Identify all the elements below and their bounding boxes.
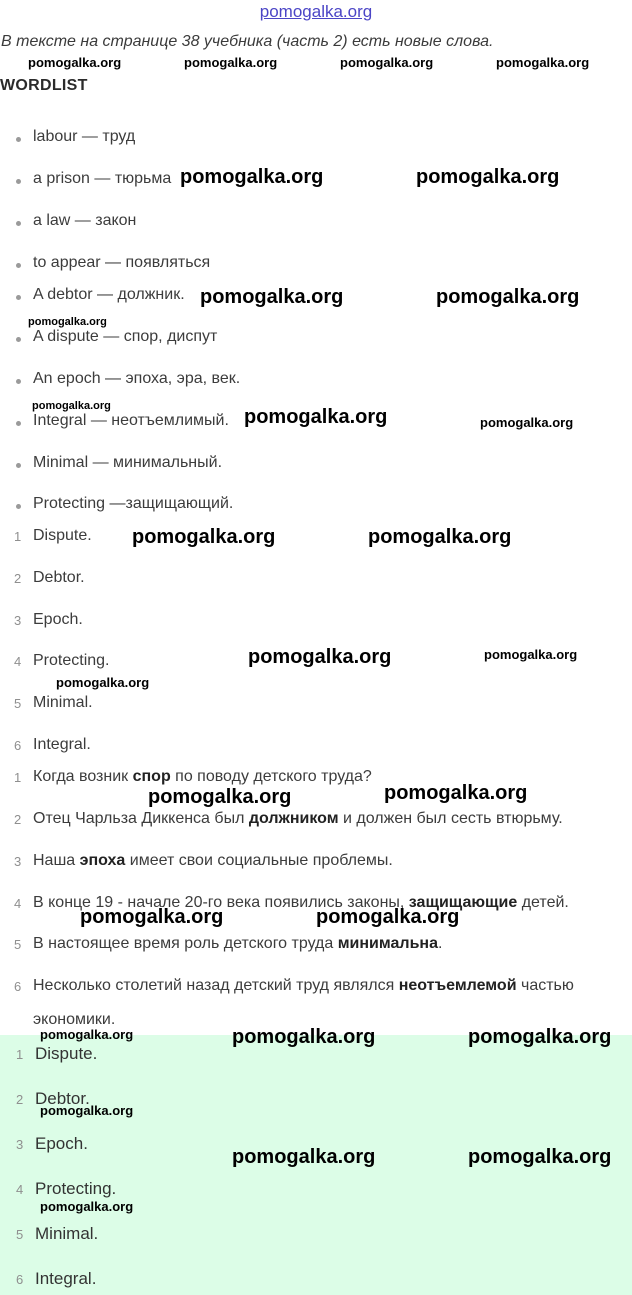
sentence-part: В конце 19 - начале 20-го века появились законы, bbox=[33, 894, 409, 911]
list-item bbox=[0, 495, 632, 515]
item-number: 6 bbox=[14, 738, 22, 753]
sentence-part: частью bbox=[516, 977, 574, 994]
answer-text: Debtor. bbox=[35, 1089, 90, 1108]
numbered-item bbox=[0, 527, 632, 547]
item-number: 3 bbox=[14, 854, 22, 869]
numbered-item bbox=[0, 611, 632, 631]
item-number: 1 bbox=[14, 529, 22, 544]
item-number: 4 bbox=[14, 654, 22, 669]
item-number: 6 bbox=[16, 1272, 24, 1287]
sentence-text bbox=[33, 810, 563, 828]
watermark: pomogalka.org bbox=[28, 55, 122, 70]
item-number: 5 bbox=[16, 1227, 24, 1242]
bullet-icon bbox=[16, 504, 21, 509]
list-item bbox=[0, 254, 632, 274]
sentence-text bbox=[33, 935, 442, 953]
sentence-part: детей. bbox=[517, 894, 569, 911]
sentence-item bbox=[0, 768, 632, 788]
sentence-part: Наша bbox=[33, 852, 80, 869]
bullet-icon bbox=[16, 421, 21, 426]
list-item-text: An epoch — эпоха, эра, век. bbox=[33, 370, 241, 387]
watermark: pomogalka.org bbox=[40, 1027, 134, 1042]
watermark: pomogalka.org bbox=[416, 166, 560, 188]
list-item bbox=[0, 454, 632, 474]
watermark: pomogalka.org bbox=[232, 1146, 376, 1168]
sentence-item bbox=[0, 935, 632, 955]
sentence-part: Когда возник bbox=[33, 768, 133, 785]
watermark: pomogalka.org bbox=[40, 1199, 134, 1214]
watermark: pomogalka.org bbox=[232, 1026, 376, 1048]
list-item-text: A debtor — должник. bbox=[33, 286, 185, 303]
numbered-item bbox=[0, 694, 632, 714]
watermark: pomogalka.org bbox=[184, 55, 278, 70]
sentence-part: Отец Чарльза Диккенса был bbox=[33, 810, 249, 827]
watermark: pomogalka.org bbox=[436, 286, 580, 308]
list-item-text: Protecting —защищающий. bbox=[33, 495, 234, 512]
list-item-text: Minimal — минимальный. bbox=[33, 454, 223, 471]
key-word: минимальна bbox=[337, 935, 438, 952]
answer-text: Integral. bbox=[35, 1269, 97, 1288]
answer-item bbox=[0, 1179, 632, 1201]
watermark: pomogalka.org bbox=[180, 166, 324, 188]
watermark: pomogalka.org bbox=[56, 675, 150, 690]
sentence-text bbox=[33, 768, 372, 786]
list-item bbox=[0, 212, 632, 232]
sentence-part: Несколько столетий назад детский труд являлся bbox=[33, 977, 399, 994]
watermark: pomogalka.org bbox=[384, 782, 528, 804]
key-word: должником bbox=[248, 810, 339, 827]
site-title-link[interactable]: pomogalka.org bbox=[259, 2, 373, 21]
bullet-icon bbox=[16, 463, 21, 468]
item-text: Dispute. bbox=[33, 527, 92, 544]
sentence-text bbox=[33, 852, 393, 870]
bullet-icon bbox=[16, 379, 21, 384]
key-word: неотъемлемой bbox=[398, 977, 517, 994]
answer-text: Protecting. bbox=[35, 1179, 117, 1198]
answer-item bbox=[0, 1224, 632, 1246]
item-number: 3 bbox=[14, 613, 22, 628]
watermark: pomogalka.org bbox=[32, 400, 111, 412]
watermark: pomogalka.org bbox=[248, 646, 392, 668]
bullet-icon bbox=[16, 221, 21, 226]
watermark: pomogalka.org bbox=[316, 906, 460, 928]
watermark: pomogalka.org bbox=[28, 316, 107, 328]
watermark: pomogalka.org bbox=[80, 906, 224, 928]
answer-text: Epoch. bbox=[35, 1134, 88, 1153]
item-text: Epoch. bbox=[33, 611, 83, 628]
key-word: спор bbox=[132, 768, 171, 785]
watermark: pomogalka.org bbox=[484, 647, 578, 662]
sentence-text bbox=[33, 977, 574, 995]
item-number: 2 bbox=[14, 571, 22, 586]
item-number: 2 bbox=[14, 812, 22, 827]
item-number: 5 bbox=[14, 696, 22, 711]
item-number: 2 bbox=[16, 1092, 24, 1107]
bullet-icon bbox=[16, 137, 21, 142]
item-text: Integral. bbox=[33, 736, 91, 753]
list-item-text: a law — закон bbox=[33, 212, 137, 229]
numbered-item bbox=[0, 736, 632, 756]
item-text: Debtor. bbox=[33, 569, 85, 586]
sentence-item bbox=[0, 810, 632, 830]
item-text: Protecting. bbox=[33, 652, 110, 669]
watermark: pomogalka.org bbox=[340, 55, 434, 70]
key-word: защищающие bbox=[408, 894, 518, 911]
watermark: pomogalka.org bbox=[496, 55, 590, 70]
bullet-icon bbox=[16, 179, 21, 184]
bullet-icon bbox=[16, 263, 21, 268]
numbered-item bbox=[0, 569, 632, 589]
sentence-part: . bbox=[437, 935, 443, 952]
sentence-item bbox=[0, 852, 632, 872]
sentence-part: и должен был сесть втюрьму. bbox=[338, 810, 563, 827]
sentence-item bbox=[0, 977, 632, 997]
sentence-part: В настоящее время роль детского труда bbox=[33, 935, 338, 952]
watermark: pomogalka.org bbox=[148, 786, 292, 808]
item-number: 1 bbox=[14, 770, 22, 785]
list-item bbox=[0, 370, 632, 390]
list-item-text: labour — труд bbox=[33, 128, 136, 145]
watermark: pomogalka.org bbox=[368, 526, 512, 548]
answer-item bbox=[0, 1269, 632, 1291]
list-item bbox=[0, 328, 632, 348]
item-text: Minimal. bbox=[33, 694, 93, 711]
item-number: 3 bbox=[16, 1137, 24, 1152]
wordlist-heading: WORDLIST bbox=[0, 77, 88, 94]
watermark: pomogalka.org bbox=[480, 415, 574, 430]
sentence-part: экономики. bbox=[33, 1011, 116, 1028]
sentence-part: по поводу детского труда? bbox=[170, 768, 372, 785]
intro-text: В тексте на странице 38 учебника (часть 2) есть новые слова. bbox=[1, 33, 494, 50]
list-item-text: Integral — неотъемлимый. bbox=[33, 412, 229, 429]
bullet-icon bbox=[16, 337, 21, 342]
watermark: pomogalka.org bbox=[468, 1146, 612, 1168]
item-number: 1 bbox=[16, 1047, 24, 1062]
list-item-text: a prison — тюрьма bbox=[33, 170, 172, 187]
watermark: pomogalka.org bbox=[40, 1103, 134, 1118]
bullet-icon bbox=[16, 295, 21, 300]
sentence-part: имеет свои социальные проблемы. bbox=[125, 852, 393, 869]
item-number: 4 bbox=[16, 1182, 24, 1197]
key-word: эпоха bbox=[79, 852, 126, 869]
watermark: pomogalka.org bbox=[468, 1026, 612, 1048]
item-number: 6 bbox=[14, 979, 22, 994]
item-number: 5 bbox=[14, 937, 22, 952]
item-number: 4 bbox=[14, 896, 22, 911]
list-item bbox=[0, 128, 632, 148]
watermark: pomogalka.org bbox=[244, 406, 388, 428]
list-item-text: A dispute — спор, диспут bbox=[33, 328, 218, 345]
watermark: pomogalka.org bbox=[132, 526, 276, 548]
answer-text: Minimal. bbox=[35, 1224, 99, 1243]
list-item-text: to appear — появляться bbox=[33, 254, 211, 271]
answer-text: Dispute. bbox=[35, 1044, 98, 1063]
watermark: pomogalka.org bbox=[200, 286, 344, 308]
